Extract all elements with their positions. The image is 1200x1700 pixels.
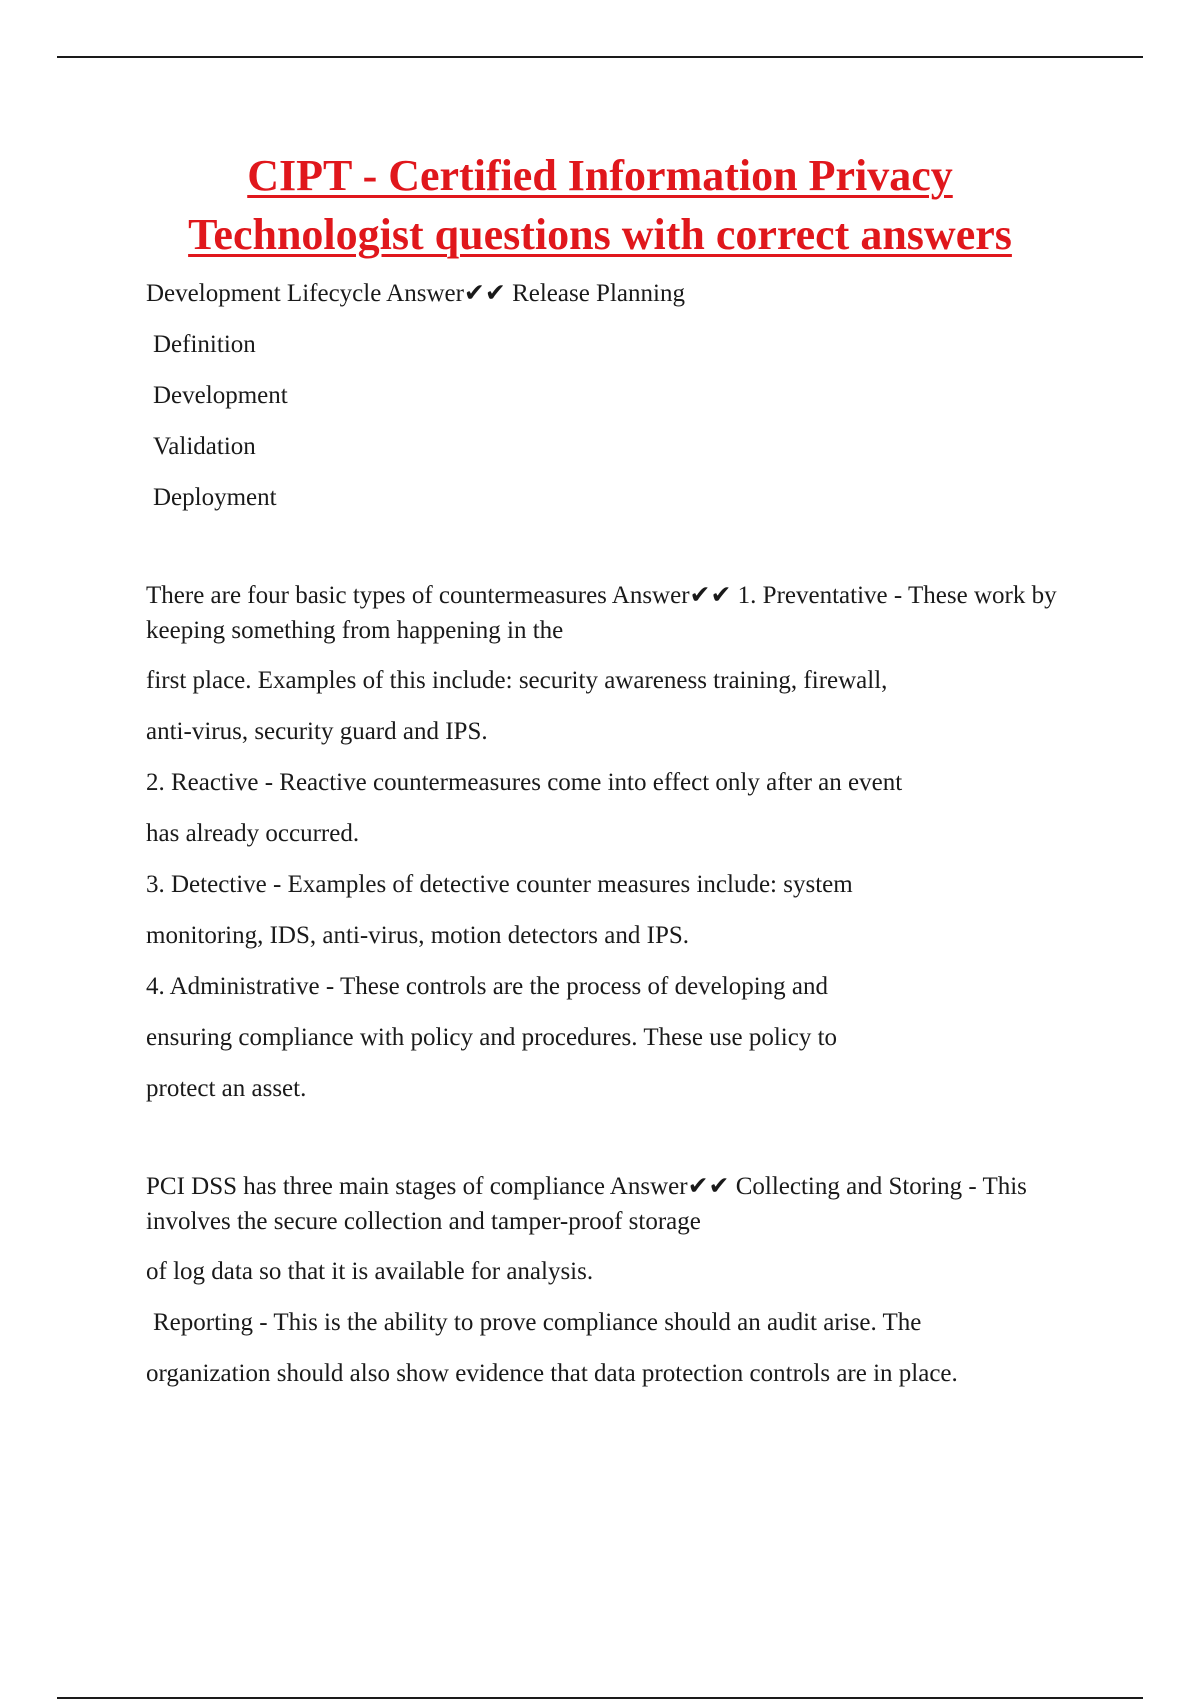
answer-line: 2. Reactive - Reactive countermeasures come into effect only after an event <box>146 769 903 796</box>
answer-line: Reporting - This is the ability to prove compliance should an audit arise. The <box>153 1309 922 1336</box>
answer-line: of log data so that it is available for analysis. <box>146 1258 594 1285</box>
answer-line: first place. Examples of this include: security awareness training, firewall, <box>146 667 888 694</box>
question-intro: There are four basic types of countermeasures Answer✔✔ 1. Preventative - These work by keeping something from happening in the <box>146 582 1057 644</box>
answer-item: Validation <box>153 433 256 460</box>
question-development-lifecycle <box>146 276 1106 516</box>
bottom-rule <box>57 1697 1143 1699</box>
question-countermeasures <box>146 578 1106 1107</box>
answer-line: anti-virus, security guard and IPS. <box>146 718 488 745</box>
question-intro: Development Lifecycle Answer✔✔ Release Planning <box>146 280 685 307</box>
top-rule <box>57 56 1143 58</box>
document-body <box>146 276 1106 1392</box>
answer-item: Definition <box>153 331 256 358</box>
title-line-2: Technologist questions with correct answers <box>188 210 1012 259</box>
answer-line: protect an asset. <box>146 1075 307 1102</box>
question-pci-dss <box>146 1169 1106 1392</box>
answer-line: 3. Detective - Examples of detective counter measures include: system <box>146 871 853 898</box>
answer-line: 4. Administrative - These controls are the process of developing and <box>146 973 828 1000</box>
document-title <box>0 146 1200 264</box>
title-line-1: CIPT - Certified Information Privacy <box>247 151 953 200</box>
question-intro: PCI DSS has three main stages of compliance Answer✔✔ Collecting and Storing - This involves the secure collection and tamper-proof storage <box>146 1173 1027 1235</box>
answer-line: monitoring, IDS, anti-virus, motion detectors and IPS. <box>146 922 690 949</box>
answer-line: organization should also show evidence that data protection controls are in place. <box>146 1360 958 1387</box>
answer-item: Deployment <box>153 484 277 511</box>
answer-item: Development <box>153 382 288 409</box>
answer-line: ensuring compliance with policy and procedures. These use policy to <box>146 1024 838 1051</box>
answer-line: has already occurred. <box>146 820 360 847</box>
